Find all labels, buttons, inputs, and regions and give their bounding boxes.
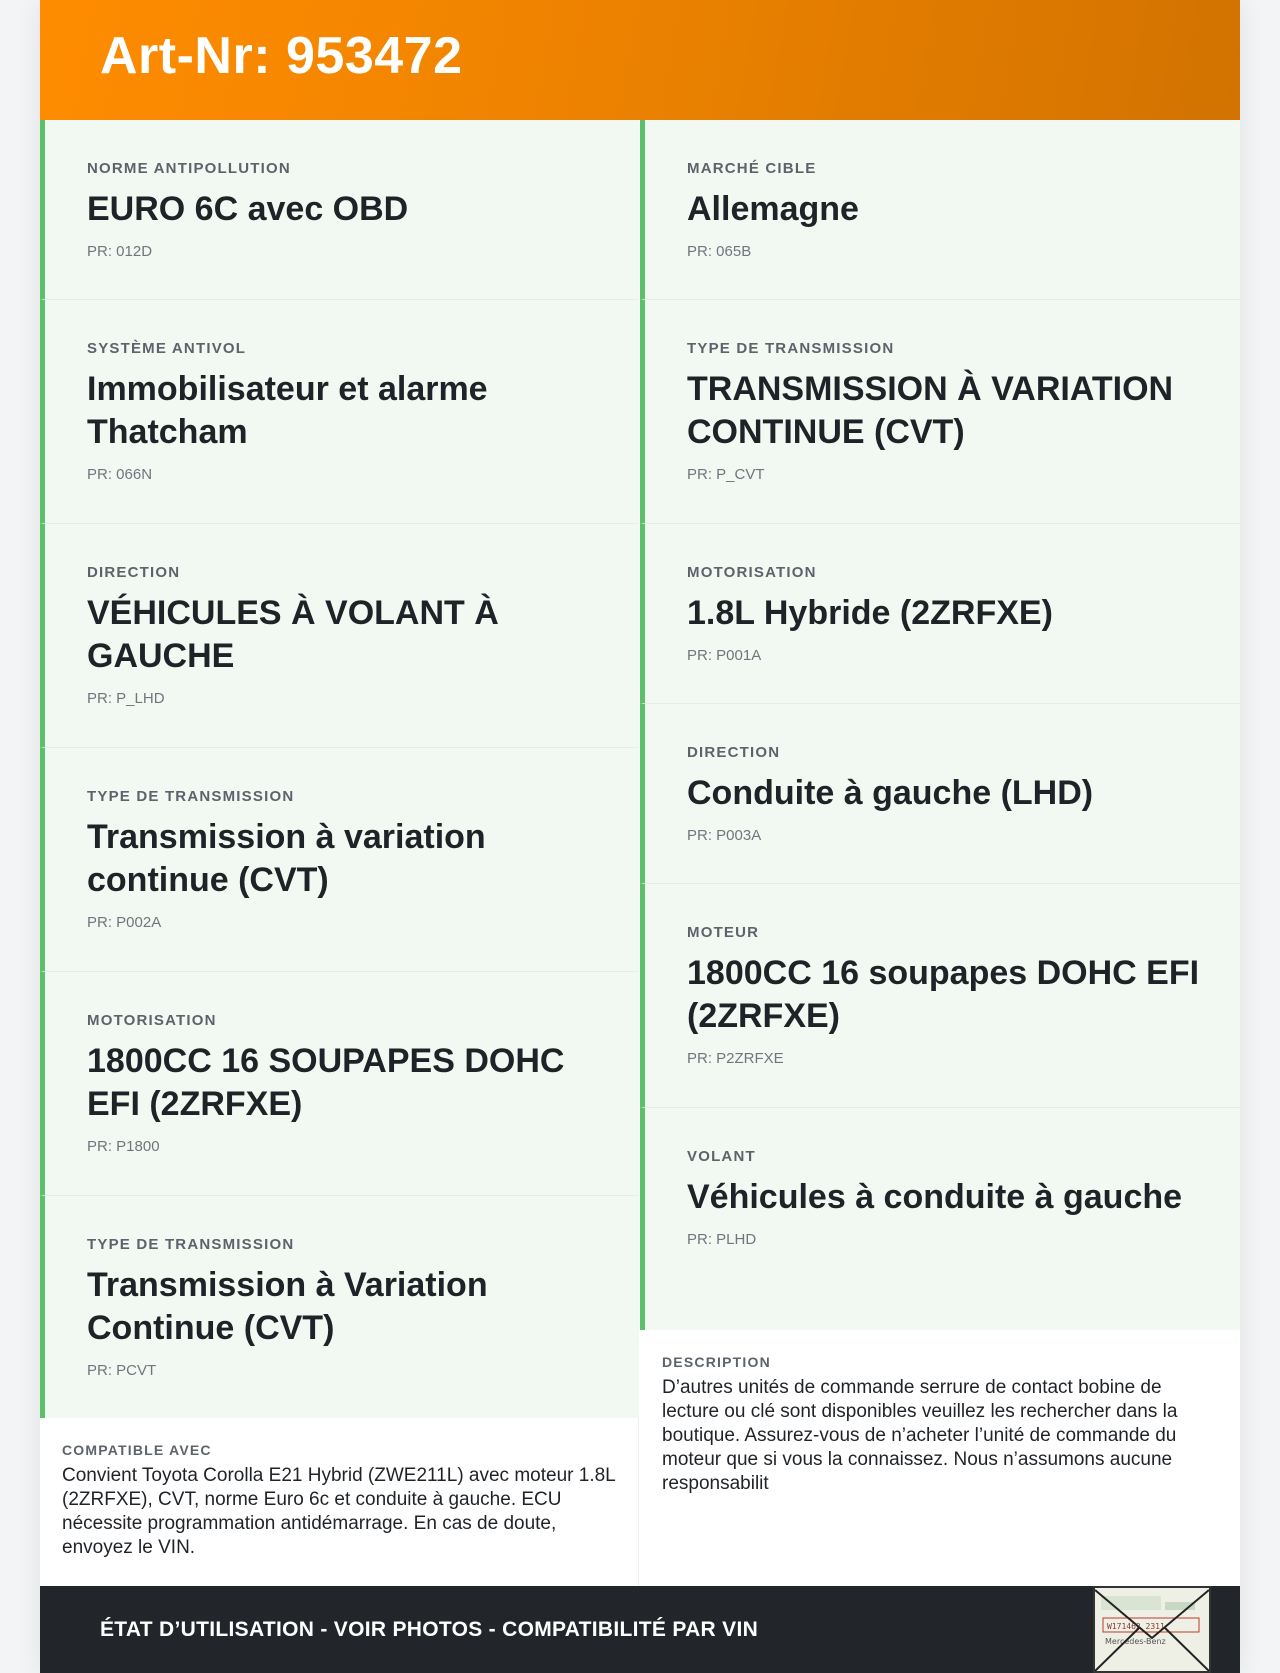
spec-pr-code: PR: 012D — [87, 243, 153, 260]
spec-label: MOTORISATION — [687, 564, 817, 581]
compatible-label: COMPATIBLE AVEC — [62, 1442, 212, 1458]
spec-label: MARCHÉ CIBLE — [687, 160, 817, 177]
spec-label: NORME ANTIPOLLUTION — [87, 160, 291, 177]
spec-value: EURO 6C avec OBD — [87, 190, 409, 228]
spec-pr-code: PR: P2ZRFXE — [687, 1050, 784, 1067]
spec-pr-code: PR: P_CVT — [687, 466, 765, 483]
spec-value: 1800CC 16 soupapes DOHC EFI (2ZRFXE) — [687, 954, 1200, 1035]
spec-label: DIRECTION — [87, 564, 181, 581]
spec-cell — [640, 704, 1240, 884]
spec-cell — [40, 1196, 639, 1420]
spec-value: 1.8L Hybride (2ZRFXE) — [687, 594, 1053, 632]
spec-pr-code: PR: P003A — [687, 827, 762, 844]
spec-cell — [40, 748, 639, 972]
stamp-brand-text: Mercedes-Benz — [1105, 1637, 1166, 1646]
footer-bar — [40, 1586, 1240, 1673]
spec-sheet — [40, 0, 1240, 1673]
envelope-stamp-icon — [1093, 1586, 1211, 1673]
spec-value: TRANSMISSION À VARIATION CONTINUE (CVT) — [687, 370, 1174, 451]
spec-pr-code: PR: 065B — [687, 243, 752, 260]
spec-pr-code: PR: PCVT — [87, 1362, 157, 1379]
spec-cell — [40, 300, 639, 524]
spec-cell — [40, 120, 639, 300]
spec-pr-code: PR: 066N — [87, 466, 153, 483]
spec-pr-code: PR: P001A — [687, 647, 762, 664]
spec-cell — [640, 524, 1240, 704]
description-section — [640, 1330, 1240, 1586]
spec-value: 1800CC 16 SOUPAPES DOHC EFI (2ZRFXE) — [87, 1042, 565, 1123]
spec-cell — [640, 120, 1240, 300]
article-number-title: Art-Nr: 953472 — [100, 27, 463, 85]
spec-value: Immobilisateur et alarme Thatcham — [87, 370, 488, 451]
description-label: DESCRIPTION — [662, 1354, 771, 1370]
header-bar — [40, 0, 1240, 120]
spec-column-right — [640, 120, 1240, 1332]
spec-value: VÉHICULES À VOLANT À GAUCHE — [87, 594, 499, 675]
spec-cell — [40, 972, 639, 1196]
spec-pr-code: PR: P1800 — [87, 1138, 160, 1155]
spec-value: Conduite à gauche (LHD) — [687, 774, 1094, 812]
spec-label: DIRECTION — [687, 744, 781, 761]
spec-value: Véhicules à conduite à gauche — [687, 1178, 1183, 1216]
spec-label: SYSTÈME ANTIVOL — [87, 340, 247, 357]
spec-value: Transmission à variation continue (CVT) — [87, 818, 486, 899]
spec-value: Transmission à Variation Continue (CVT) — [87, 1266, 488, 1347]
spec-pr-code: PR: P_LHD — [87, 690, 165, 707]
spec-label: TYPE DE TRANSMISSION — [87, 1236, 295, 1253]
description-text: D’autres unités de commande serrure de contact bobine de lecture ou clé sont disponibles veuillez les rechercher dans la boutique. Assurez-vous de n’acheter l’unité de commande du moteur que si vous la connaissez. Nous n’assumons aucune responsabilit — [662, 1377, 1178, 1494]
spec-cell — [640, 1108, 1240, 1332]
stamp-code-text: W171462 2311 — [1107, 1622, 1165, 1631]
spec-label: VOLANT — [687, 1148, 756, 1165]
spec-cell — [40, 524, 639, 748]
compatible-section — [40, 1418, 639, 1586]
compatible-text: Convient Toyota Corolla E21 Hybrid (ZWE211L) avec moteur 1.8L (2ZRFXE), CVT, norme Euro 6c et conduite à gauche. ECU nécessite programmation antidémarrage. En cas de doute, envoyez le VIN. — [62, 1465, 616, 1558]
spec-label: MOTEUR — [687, 924, 760, 941]
spec-label: TYPE DE TRANSMISSION — [687, 340, 895, 357]
spec-label: TYPE DE TRANSMISSION — [87, 788, 295, 805]
spec-value: Allemagne — [687, 190, 859, 228]
spec-column-left — [40, 120, 639, 1420]
spec-pr-code: PR: P002A — [87, 914, 162, 931]
spec-cell — [640, 300, 1240, 524]
spec-cell — [640, 884, 1240, 1108]
spec-pr-code: PR: PLHD — [687, 1231, 757, 1248]
envelope-icon — [1095, 1588, 1209, 1671]
footer-text: ÉTAT D’UTILISATION - VOIR PHOTOS - COMPATIBILITÉ PAR VIN — [100, 1618, 759, 1641]
spec-label: MOTORISATION — [87, 1012, 217, 1029]
